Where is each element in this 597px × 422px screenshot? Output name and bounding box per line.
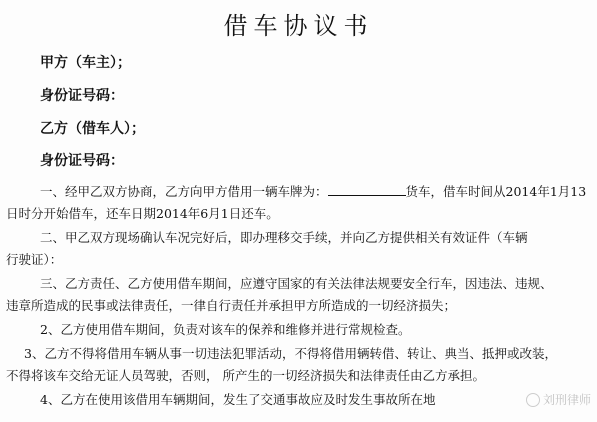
watermark-logo-icon [526,393,540,407]
clause-1-text-a: 一、经甲乙双方协商，乙方向甲方借用一辆车牌为： [40,184,328,199]
clause-1-line-2: 日时分开始借车，还车日期2014年6月1日还车。 [6,206,279,221]
clause-3-line-1: 三、乙方责任、乙方使用借车期间，应遵守国家的有关法律法规要安全行车，因违法、违规、 [40,276,553,291]
clause-5-line-1: 3、乙方不得将借用车辆从事一切违法犯罪活动，不得将借用辆转借、转让、典当、抵押或改装， [24,346,557,361]
watermark [526,391,591,408]
clause-3-line-2: 违章所造成的民事或法律责任，一律自行责任并承担甲方所造成的一切经济损失； [6,298,457,313]
clause-2-line-2: 行驶证）： [6,252,63,267]
clause-2-line-1: 二、甲乙双方现场确认车况完好后，即办理移交手续，并向乙方提供相关有效证件（车辆 [40,230,528,245]
clause-6-line: 4、乙方在使用该借用车辆期间，发生了交通事故应及时发生事故所在地 [40,392,436,407]
party-b-id-label: 身份证号码： [40,153,124,169]
clause-1-line-1 [40,182,586,200]
party-a-id-label: 身份证号码： [40,88,124,104]
watermark-text: 刘刑律师 [542,393,591,407]
clause-5-line-2: 不得将该车交给无证人员驾驶，否则， 所产生的一切经济损失和法律责任由乙方承担。 [6,368,485,383]
party-a-label: 甲方（车主）； [40,55,131,71]
clause-4-line: 2、乙方使用借车期间，负责对该车的保养和维修并进行常规检查。 [40,322,411,337]
party-b-label: 乙方（借车人）； [40,121,145,137]
license-plate-blank [328,183,406,196]
clause-1-text-b: 货车，借车时间从2014年1月13 [405,184,587,199]
document-title: 借车协议书 [223,12,374,40]
